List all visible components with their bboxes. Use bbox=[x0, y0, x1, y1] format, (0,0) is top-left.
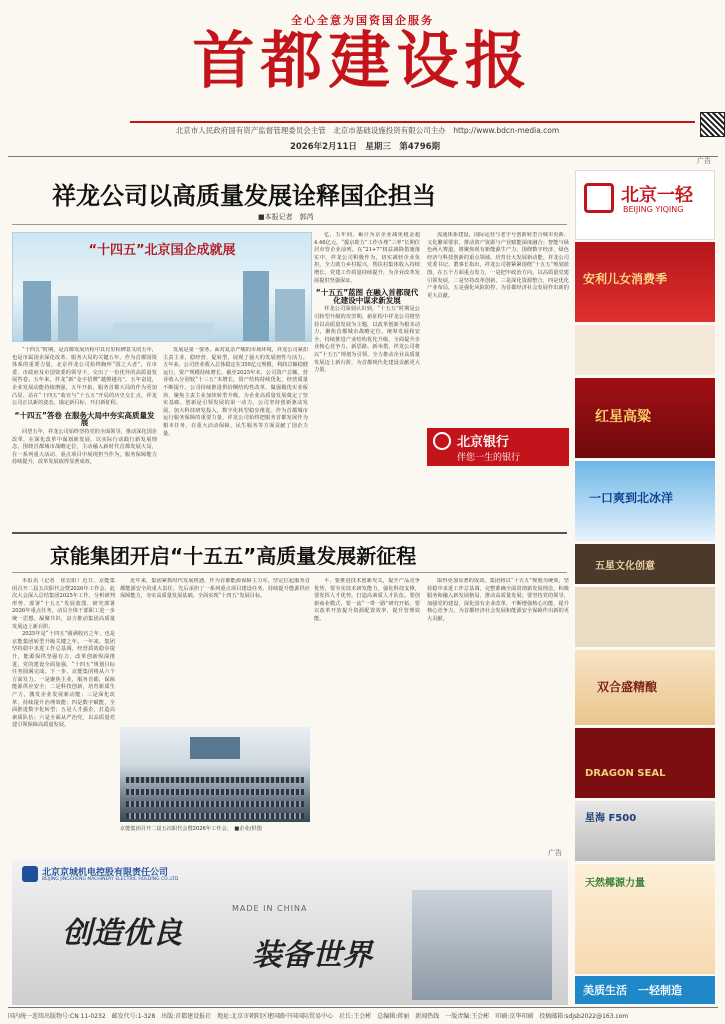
masthead-date: 2026年2月11日 星期三 第4796期 bbox=[289, 142, 441, 152]
building-shape bbox=[58, 296, 78, 341]
ad-text: 红星高粱 bbox=[595, 409, 651, 425]
side-ad-banner[interactable] bbox=[575, 976, 715, 1004]
side-ad-dragonseal[interactable] bbox=[575, 728, 715, 798]
factory-image bbox=[412, 890, 552, 1000]
ad-text: 美质生活 一轻制造 bbox=[583, 984, 682, 997]
building-shape bbox=[243, 271, 269, 341]
side-ad-coconut[interactable] bbox=[575, 864, 715, 974]
audience-row bbox=[126, 777, 304, 783]
article2-col2-top bbox=[120, 578, 310, 723]
brand-name-en: BEIJING YIQING bbox=[623, 205, 684, 214]
ad-label: 广告 bbox=[697, 157, 711, 165]
bank-logo-icon bbox=[433, 432, 451, 450]
paragraph: 祥龙公司深刻认识到，“十五五”时期是公司转型升级的攻坚期，新征程中祥龙公司将坚持以高质量发展为主题，以改革创新为根本动力，聚焦首都城市战略定位，统筹发展和安全，持续推进产业结构优化升级，全面提升企业核心竞争力。新思路、新举措，祥龙公司将以“十五五”规划为引领，全力推动企业高质量发展迈上新台阶，为首都现代化建设贡献更大力量。 bbox=[314, 306, 420, 374]
paragraph: 取得更加显著的成效。集团将以“十五五”规划为统领，坚持稳中求进工作总基调，完整准确全面贯彻新发展理念，积极服务和融入新发展格局，推动高质量发展；要坚持党的领导，加强党的建设，深化国有企业改革，不断增强核心功能、提升核心竞争力，为首都经济社会发展和能源安全保障作出新的更大贡献。 bbox=[427, 578, 569, 622]
slogan-right: 装备世界 bbox=[252, 938, 372, 973]
divider bbox=[12, 572, 567, 573]
side-ad-consumption[interactable] bbox=[575, 242, 715, 322]
ad-text: 天然椰源力量 bbox=[585, 878, 645, 889]
paragraph: 回望五年，祥龙公司始终坚持党的全面领导，推动深化国企改革，在深化改革中谋划新发展、以实际行动践行新发展理念，围绕首都城市战略定位，主动融入新时代首都发展大局，在一系列重大活动、重点项目中展现担当作为，服务保障能力持续提升，改革发展取得显著成效。 bbox=[12, 428, 157, 466]
masthead-title: 首都建设报 bbox=[192, 24, 533, 97]
ad-text: DRAGON SEAL bbox=[585, 768, 666, 779]
conference-photo bbox=[120, 727, 310, 822]
paragraph: 平、要推进技术创新攻关，提升产品竞争优势，要夯实技术研发能力，强化科技支撑，要发挥人才优势，打造高素质人才队伍。要创新商业模式，要一流“一带一路”研究开拓，要以改革开放提升资源配置效率，提升管理效能。 bbox=[314, 578, 420, 622]
article2-col4 bbox=[427, 578, 569, 843]
masthead-rule bbox=[130, 121, 695, 123]
paragraph: “十四五”时期，是首都发展历程中具有里程碑意义的五年，也是市属国企深化改革、服务大局的关键五年。作为首都国资体系的重要力量，北京祥龙公司始终胸怀“国之大者”，在市委、市政府及市国资委的领导下，交出了一份优异的高质量发展答卷。五年来，祥龙“新”金字招牌“越擦越亮”。五年奋进，企业发展动能持续增强，五年开拓，服务首都大局的作为更加凸显。站在“十四五”收官与“十五五”开局的历史交汇点，祥龙公司正以新的姿态，锚定新目标，开启新征程。 bbox=[12, 347, 157, 407]
bank-name: 北京银行 bbox=[457, 435, 510, 450]
article2-col3 bbox=[314, 578, 420, 843]
brand-logo-icon bbox=[584, 183, 614, 213]
side-ad-culture[interactable] bbox=[575, 544, 715, 584]
article1-col3 bbox=[314, 232, 420, 577]
masthead-sponsor: 北京市人民政府国有资产监督管理委员会主管 北京市基础设施投资有限公司主办 http://www.bdcn-media.com bbox=[175, 126, 560, 135]
exhibition-banner bbox=[12, 232, 312, 342]
article1-byline: ■本报记者 郭芮 bbox=[258, 213, 314, 221]
stage-screen bbox=[190, 737, 240, 759]
page-footer: 国内统一连续出版物号:CN 11-0232 邮发代号:1-328 出版:首都建设报社 地址:北京市朝阳区建国路中国国际贸易中心 社长:王会彬 总编辑:蒋丽 新闻热线 一版责编:王会彬 印刷:京华印刷 投稿邮箱:sdjsb2022@163.com bbox=[8, 1007, 718, 1020]
company-name: 北京京城机电控股有限责任公司 bbox=[42, 868, 169, 878]
paragraph: 流通体系建设，国际运营与老字号创新转型合城市更新、文化繁荣要求，推动资产资源与产业赋能深度融合；智能与绿色两大赛道，将聚焦现有新能源生产力，围绕数字经济，绿色经济与科技创新的重点领域，培育壮大发展新动能。祥龙公司党委书记、董事长指出，祥龙公司将紧紧围绕“十五五”规划蓝图，在五个方面重点发力，一是把牢政治方向，以高质量党建引领发展，二是坚持改革创新，三是深化资源整合，四是优化产业布局，五是强化风险防控，为首都经济社会发展作出新的更大贡献。 bbox=[427, 232, 569, 299]
article1-subhead2: “十五五”蓝图 在融入首都现代化建设中谋求新发展 bbox=[315, 288, 419, 305]
ad-text: 安利儿女消费季 bbox=[583, 272, 668, 286]
article2-headline: 京能集团开启“十五五”高质量发展新征程 bbox=[50, 544, 417, 568]
page-rule bbox=[8, 156, 718, 157]
side-ad-piano[interactable] bbox=[575, 801, 715, 861]
ad-label: 广告 bbox=[548, 849, 562, 857]
ad-text: 一口爽到北冰洋 bbox=[589, 491, 674, 505]
side-ad-products2[interactable] bbox=[575, 587, 715, 647]
audience-row bbox=[126, 801, 304, 807]
side-ad-beibingyang[interactable] bbox=[575, 461, 715, 541]
jingcheng-advertisement[interactable] bbox=[12, 860, 568, 1005]
banner-title: “十四五”北京国企成就展 bbox=[88, 243, 236, 258]
made-in-label: MADE IN CHINA bbox=[232, 904, 308, 913]
masthead-slogan: 全心全意为国资国企服务 bbox=[291, 14, 434, 27]
bank-slogan: 伴您一生的银行 bbox=[457, 453, 521, 463]
article2-col1 bbox=[12, 578, 115, 843]
ad-text: 星海 F500 bbox=[585, 813, 637, 824]
article1-col4 bbox=[427, 232, 569, 422]
divider bbox=[12, 224, 567, 225]
paragraph: 本报讯（记者 崔宏阳）近日，京能集团召开二届五次职代会暨2026年工作会。此次大会深入总结集团2025年工作，分析研判形势，部署“十五五”发展蓝图，研究部署2026年重点任务，动员全体干部职工进一步统一思想，凝聚共识，奋力推动集团高质量发展迈上新台阶。 bbox=[12, 578, 115, 630]
company-name-en: BEIJING JINGCHENG MACHINERY ELECTRIC HOLDING CO.,LTD bbox=[42, 877, 179, 882]
ad-text: 双合盛精酿 bbox=[597, 680, 658, 694]
paragraph: 近年来，集团紧抓时代发展机遇，作为首都能源保障主力军，坚定扛起服务首都能源安全的重大责任，先后承担了一系列重点项目建设任务，持续提升能源供应保障能力，夯实高质量发展基础，全面实现“十四五”发展目标。 bbox=[120, 578, 310, 600]
side-ad-products[interactable] bbox=[575, 325, 715, 375]
brand-name: 北京一轻 bbox=[621, 185, 693, 206]
article1-subhead1: “十四五”答卷 在服务大局中夯实高质量发展 bbox=[14, 410, 155, 428]
ad-text: 五星文化创意 bbox=[595, 561, 655, 572]
side-ad-brand[interactable] bbox=[575, 170, 715, 240]
building-shape bbox=[23, 281, 51, 341]
qr-code-icon bbox=[700, 112, 725, 137]
paragraph: 亿，五年间，累计为京企业减免租金超4.46亿元。“援京助力”工作办理“三率”长期位居市管企业前列。在“21+7”权益减降措施落实中，祥龙公司积极作为，切实减轻企业负担，全力助力乡村振兴，帮扶村集体收入持续增长，党建工作质量持续提升，为企业改革发展提供坚强保证。 bbox=[314, 232, 420, 284]
divider bbox=[12, 532, 567, 534]
bank-advertisement[interactable] bbox=[427, 428, 569, 466]
audience-row bbox=[126, 813, 304, 819]
photo-caption: 京能集团召开二届五次职代会暨2026年工作会。 ■企业/供图 bbox=[120, 826, 262, 832]
company-logo-icon bbox=[22, 866, 38, 882]
side-ad-shuanghesheng[interactable] bbox=[575, 650, 715, 725]
article1-headline: 祥龙公司以高质量发展诠释国企担当 bbox=[52, 182, 436, 210]
paragraph: 2025年是“十四五”圆满收官之年，也是京能集团转型升级关键之年。一年来，集团坚持稳中求进工作总基调，经营质效稳步提升，能源保供坚强有力，改革创新纵深推进，党的建设全面加强，“十四五”规划目标任务圆满完成。下一步，京能集团将从六个方面发力。一是聚焦主业，服务首都，保障能源供应安全；二是科技创新，培育新质生产力，激发企业发展新动能；三是深化改革，持续提升治理效能；四是数字赋能，全面推进数字化转型；五是人才强企，打造高素质队伍；六是全面从严治党，以高质量党建引领保障高质量发展。 bbox=[12, 631, 115, 729]
building-shape bbox=[113, 323, 213, 341]
building-shape bbox=[275, 289, 305, 341]
slogan-left: 创造优良 bbox=[62, 916, 182, 951]
audience-row bbox=[126, 789, 304, 795]
paragraph: 发展是第一要务。面对复杂严峻的市场环境，祥龙公司紧扣主责主业，稳经营、促转型，展现了强大的发展韧性与活力。五年来，公司营业收入总体稳定在350亿元规模，利润总额稳健运行，资产规模持续增长。截至2025年末，公司资产总额、营业收入分别较“十三五”末增长，资产结构持续优化，经营质量不断提升。公司持续推进供给侧结构性改革，做强做优实业板块，聚焦主责主业加快转型升级，为企业高质量发展奠定了坚实基础。创新是引领发展的第一动力。公司坚持创新驱动发展，加大科技研发投入，数字化转型稳步推进。作为首都城市运行服务保障的重要力量，祥龙公司始终把服务首都发展作为根本任务，在重大活动保障、民生服务等方面贡献了国企力量。 bbox=[163, 347, 308, 437]
side-ad-hongxing[interactable] bbox=[575, 378, 715, 458]
